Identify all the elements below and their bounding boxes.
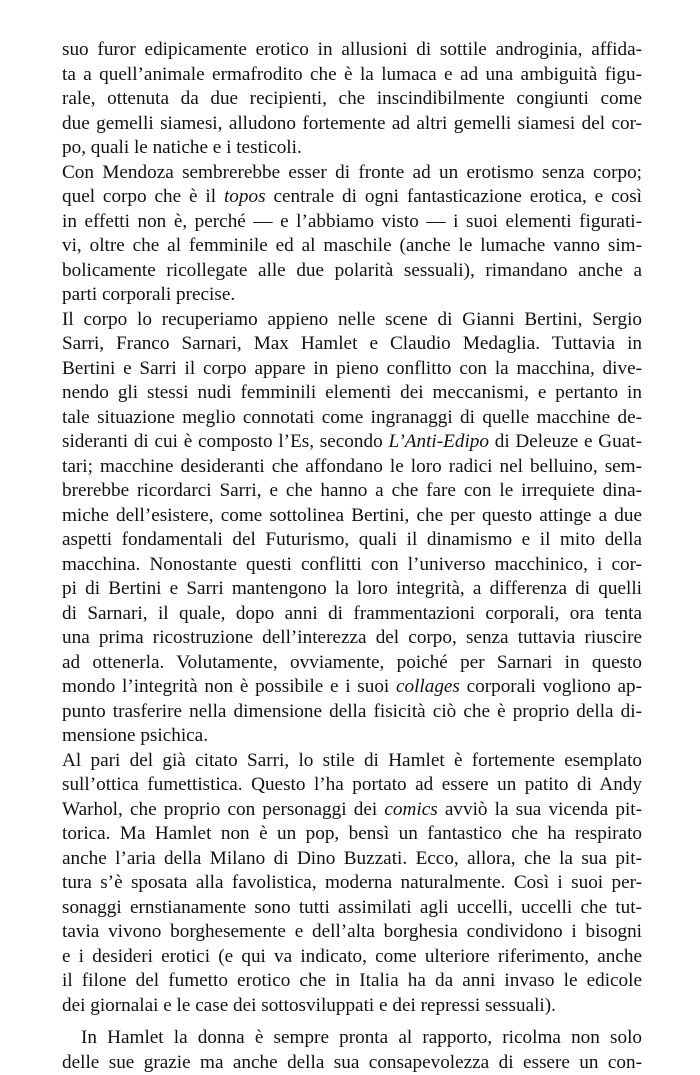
text-line: delle sue grazie ma anche della sua consapevolezza di essere un con-: [62, 1051, 642, 1075]
text-line: nendo gli stessi nudi femminili elementi dei meccanismi, e pertanto in: [62, 381, 642, 406]
text-line: Bertini e Sarri il corpo appare in pieno conflitto con la macchina, dive-: [62, 357, 642, 382]
text-line: due gemelli siamesi, alludono fortemente ad altri gemelli siamesi del cor-: [62, 112, 642, 137]
text-line: anche l’aria della Milano di Dino Buzzati. Ecco, allora, che la sua pit-: [62, 847, 642, 872]
text-line: tale situazione meglio connotati come ingranaggi di quelle macchine de-: [62, 406, 642, 431]
text-line: mondo l’integrità non è possibile e i suoi collages corporali vogliono ap-: [62, 675, 642, 700]
text-line: una prima ricostruzione dell’interezza del corpo, senza tuttavia riuscire: [62, 626, 642, 651]
text-line: suo furor edipicamente erotico in allusioni di sottile androginia, affida-: [62, 38, 642, 63]
text-line: di Sarnari, il quale, dopo anni di frammentazioni corporali, ora tenta: [62, 602, 642, 627]
text-line: po, quali le natiche e i testicoli.: [62, 136, 642, 161]
italic-term: topos: [224, 186, 266, 207]
text-line: tura s’è sposata alla favolistica, moderna naturalmente. Così i suoi per-: [62, 871, 642, 896]
text-line: sonaggi ernstianamente sono tutti assimilati agli uccelli, uccelli che tut-: [62, 896, 642, 921]
text-line: miche dell’esistere, come sottolinea Bertini, che per questo attinge a due: [62, 504, 642, 529]
italic-term: comics: [384, 799, 437, 820]
text-line: in effetti non è, perché — e l’abbiamo visto — i suoi elementi figurati-: [62, 210, 642, 235]
text-line: torica. Ma Hamlet non è un pop, bensì un fantastico che ha respirato: [62, 822, 642, 847]
italic-term: L’Anti-Edipo: [388, 431, 489, 452]
text-line: dei giornalai e le case dei sottosviluppati e dei repressi sessuali).: [62, 994, 642, 1019]
text-line: Il corpo lo recuperiamo appieno nelle scene di Gianni Bertini, Sergio: [62, 308, 642, 333]
text-line: Al pari del già citato Sarri, lo stile di Hamlet è fortemente esemplato: [62, 749, 642, 774]
text-line: Con Mendoza sembrerebbe esser di fronte ad un erotismo senza corpo;: [62, 161, 642, 186]
text-line: rale, ottenuta da due recipienti, che inscindibilmente congiunti come: [62, 87, 642, 112]
text-line: il filone del fumetto erotico che in Italia ha da anni invaso le edicole: [62, 969, 642, 994]
text-line: vi, oltre che al femminile ed al maschile (anche le lumache vanno sim-: [62, 234, 642, 259]
text-line: e i desideri erotici (e qui va indicato, come ulteriore riferimento, anche: [62, 945, 642, 970]
body-text: [62, 38, 642, 1075]
paragraph-2: [62, 161, 642, 308]
paragraph-5: [62, 1026, 642, 1075]
text-line: ta a quell’animale ermafrodito che è la lumaca e ad una ambiguità figu-: [62, 63, 642, 88]
text-line: ad ottenerla. Volutamente, ovviamente, poiché per Sarnari in questo: [62, 651, 642, 676]
text-line: tari; macchine desideranti che affondano le loro radici nel belluino, sem-: [62, 455, 642, 480]
text-line: macchina. Nonostante questi conflitti con l’universo macchinico, i cor-: [62, 553, 642, 578]
text-line: quel corpo che è il topos centrale di ogni fantasticazione erotica, e così: [62, 185, 642, 210]
text-line: pi di Bertini e Sarri mantengono la loro integrità, a differenza di quelli: [62, 577, 642, 602]
text-line: sideranti di cui è composto l’Es, secondo L’Anti-Edipo di Deleuze e Guat-: [62, 430, 642, 455]
text-line: mensione psichica.: [62, 724, 642, 749]
text-line: bolicamente ricollegate alle due polarità sessuali), rimandano anche a: [62, 259, 642, 284]
paragraph-spacer: [62, 1018, 642, 1026]
text-line: punto trasferire nella dimensione della fisicità ciò che è proprio della di-: [62, 700, 642, 725]
text-line: In Hamlet la donna è sempre pronta al rapporto, ricolma non solo: [62, 1026, 642, 1051]
text-line: parti corporali precise.: [62, 283, 642, 308]
text-line: brerebbe ricordarci Sarri, e che hanno a che fare con le irrequiete dina-: [62, 479, 642, 504]
paragraph-1: [62, 38, 642, 161]
italic-term: collages: [396, 676, 460, 697]
text-line: tavia vivono borghesemente e dell’alta borghesia condividono i bisogni: [62, 920, 642, 945]
paragraph-3: [62, 308, 642, 749]
text-line: Warhol, che proprio con personaggi dei comics avviò la sua vicenda pit-: [62, 798, 642, 823]
text-line: Sarri, Franco Sarnari, Max Hamlet e Claudio Medaglia. Tuttavia in: [62, 332, 642, 357]
text-line: aspetti fondamentali del Futurismo, quali il dinamismo e il mito della: [62, 528, 642, 553]
text-line: sull’ottica fumettistica. Questo l’ha portato ad essere un patito di Andy: [62, 773, 642, 798]
paragraph-4: [62, 749, 642, 1019]
